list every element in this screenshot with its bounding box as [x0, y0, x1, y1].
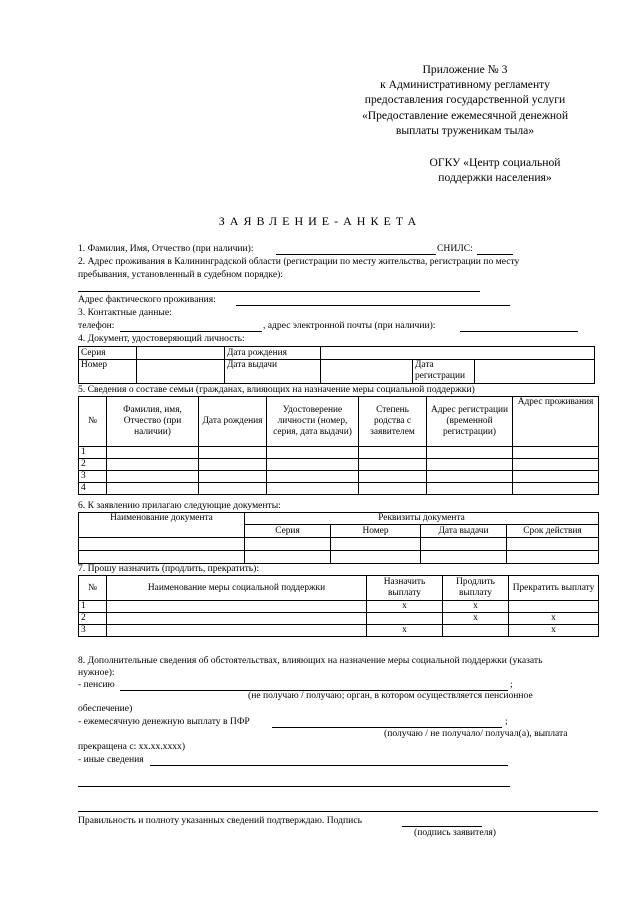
measure-name-cell[interactable]: [107, 625, 367, 637]
docs-cell[interactable]: [331, 538, 421, 551]
family-cell[interactable]: [359, 483, 427, 495]
family-cell[interactable]: [107, 447, 199, 459]
family-cell[interactable]: [427, 471, 513, 483]
measures-col-assign: Назначить выплату: [367, 576, 443, 601]
docs-cell[interactable]: [421, 551, 507, 564]
id-series-label: Серия: [79, 347, 137, 360]
docs-col-name: Наименование документа: [79, 513, 245, 538]
s1-fio-label: 1. Фамилия, Имя, Отчество (при наличии):: [78, 243, 254, 254]
docs-cell[interactable]: [79, 538, 245, 551]
registration-address-field[interactable]: [78, 291, 480, 292]
family-cell[interactable]: [107, 483, 199, 495]
table-row: 3: [79, 625, 107, 637]
id-number-cell[interactable]: [137, 360, 225, 384]
s8-line1: 8. Дополнительные сведения об обстоятельствах, влияющих на назначение меры социальной поддержки (указать: [78, 655, 543, 666]
s7-title: 7. Прошу назначить (продлить, прекратить):: [78, 563, 260, 574]
family-col-fio: Фамилия, имя, Отчество (при наличии): [107, 397, 199, 447]
family-cell[interactable]: [267, 447, 359, 459]
family-cell[interactable]: [107, 459, 199, 471]
measures-table: [78, 575, 599, 637]
identity-doc-table: [78, 346, 595, 384]
other-field-2[interactable]: [78, 786, 510, 787]
s2-line1: 2. Адрес проживания в Калининградской области (регистрации по месту жительства, регистрации по месту: [78, 256, 520, 267]
extend-mark[interactable]: x: [443, 601, 509, 613]
s5-title: 5. Сведения о составе семьи (гражданах, влияющих на назначение меры социальной поддержки): [78, 384, 475, 395]
id-regdate-label: Дата регистрации: [413, 360, 475, 384]
docs-cell[interactable]: [507, 551, 599, 564]
appendix-line: предоставления государственной услуги: [364, 93, 566, 107]
docs-col-issued: Дата выдачи: [421, 525, 507, 538]
other-field-1[interactable]: [150, 765, 508, 766]
family-cell[interactable]: [267, 483, 359, 495]
s8-edv-note: (получаю / не получало/ получал(а), выплата: [384, 728, 568, 739]
docs-cell[interactable]: [79, 551, 245, 564]
s3-phone-label: телефон:: [78, 320, 115, 331]
docs-col-number: Номер: [331, 525, 421, 538]
stop-mark[interactable]: x: [509, 625, 599, 637]
s3-email-label: , адрес электронной почты (при наличии):: [263, 320, 436, 331]
addressee-org: [400, 155, 590, 185]
docs-cell[interactable]: [421, 538, 507, 551]
footer-divider: [78, 811, 598, 812]
family-cell[interactable]: [513, 471, 599, 483]
table-row: 2: [79, 613, 107, 625]
s4-title: 4. Документ, удостоверяющий личность:: [78, 333, 245, 344]
appendix-header: [330, 62, 600, 138]
s8-pension-semicolon: ;: [510, 679, 513, 690]
s8-edv-semicolon: ;: [505, 716, 508, 727]
family-cell[interactable]: [359, 447, 427, 459]
org-line: поддержки населения»: [438, 171, 552, 184]
assign-mark[interactable]: x: [367, 625, 443, 637]
extend-mark[interactable]: [443, 625, 509, 637]
measures-col-num: №: [79, 576, 107, 601]
measure-name-cell[interactable]: [107, 613, 367, 625]
appendix-line: Приложение № 3: [422, 63, 508, 76]
s8-pension-note2: обеспечение): [78, 703, 133, 714]
family-table: [78, 396, 599, 495]
email-field[interactable]: [460, 331, 578, 332]
actual-address-field[interactable]: [236, 305, 510, 306]
id-birthdate-label: Дата рождения: [225, 347, 321, 360]
family-cell[interactable]: [513, 447, 599, 459]
assign-mark[interactable]: [367, 613, 443, 625]
family-cell[interactable]: [427, 483, 513, 495]
measures-col-name: Наименование меры социальной поддержки: [107, 576, 367, 601]
docs-cell[interactable]: [245, 538, 331, 551]
stop-mark[interactable]: [509, 601, 599, 613]
family-cell[interactable]: [199, 447, 267, 459]
id-number-label: Номер: [79, 360, 137, 384]
family-cell[interactable]: [359, 471, 427, 483]
s8-pension-note: (не получаю / получаю; орган, в котором осуществляется пенсионное: [248, 690, 533, 701]
docs-cell[interactable]: [331, 551, 421, 564]
table-row: 2: [79, 459, 107, 471]
family-cell[interactable]: [107, 471, 199, 483]
table-row: 3: [79, 471, 107, 483]
s8-line2: нужное):: [78, 667, 115, 678]
family-col-reg: Адрес регистрации (временной регистрации): [427, 397, 513, 447]
table-row: 1: [79, 447, 107, 459]
extend-mark[interactable]: x: [443, 613, 509, 625]
docs-col-validity: Срок действия: [507, 525, 599, 538]
family-cell[interactable]: [359, 459, 427, 471]
family-col-address: Адрес проживания: [513, 397, 599, 447]
family-col-birth: Дата рождения: [199, 397, 267, 447]
document-title: ЗАЯВЛЕНИЕ-АНКЕТА: [218, 214, 422, 228]
s2-actual-label: Адрес фактического проживания:: [78, 294, 216, 305]
id-birthdate-cell[interactable]: [321, 347, 595, 360]
family-cell[interactable]: [267, 459, 359, 471]
id-series-cell[interactable]: [137, 347, 225, 360]
docs-cell[interactable]: [245, 551, 331, 564]
assign-mark[interactable]: x: [367, 601, 443, 613]
id-issuedate-label: Дата выдачи: [225, 360, 321, 384]
id-issuedate-cell[interactable]: [321, 360, 413, 384]
stop-mark[interactable]: x: [509, 613, 599, 625]
appendix-line: к Административному регламенту: [380, 78, 550, 92]
family-cell[interactable]: [513, 483, 599, 495]
family-cell[interactable]: [199, 483, 267, 495]
table-row: 4: [79, 483, 107, 495]
org-line: ОГКУ «Центр социальной: [429, 156, 561, 169]
family-col-num: №: [79, 397, 107, 447]
s1-snils-label: СНИЛС:: [437, 243, 473, 254]
confirm-text: Правильность и полноту указанных сведений подтверждаю. Подпись: [78, 815, 362, 826]
s8-other-label: - иные сведения: [78, 754, 144, 765]
s6-title: 6. К заявлению прилагаю следующие документы:: [78, 500, 281, 511]
family-cell[interactable]: [199, 471, 267, 483]
fio-field[interactable]: [276, 254, 436, 255]
measures-col-extend: Продлить выплату: [443, 576, 509, 601]
table-row: 1: [79, 601, 107, 613]
s3-title: 3. Контактные данные:: [78, 307, 172, 318]
docs-col-requisites: Реквизиты документа: [245, 513, 599, 525]
s8-edv-note2: прекращена с: хх.хх.хххх): [78, 741, 186, 752]
docs-cell[interactable]: [507, 538, 599, 551]
family-cell[interactable]: [427, 459, 513, 471]
attached-docs-table: [78, 512, 599, 564]
measure-name-cell[interactable]: [107, 601, 367, 613]
id-regdate-cell[interactable]: [475, 360, 595, 384]
appendix-line: выплаты труженикам тыла»: [395, 123, 535, 137]
docs-col-series: Серия: [245, 525, 331, 538]
s8-pension-label: - пенсию: [78, 679, 115, 690]
measures-col-stop: Прекратить выплату: [509, 576, 599, 601]
family-cell[interactable]: [427, 447, 513, 459]
phone-field[interactable]: [120, 331, 262, 332]
s8-edv-label: - ежемесячную денежную выплату в ПФР: [78, 716, 250, 727]
family-cell[interactable]: [267, 471, 359, 483]
snils-field[interactable]: [477, 254, 513, 255]
family-col-id: Удостоверение личности (номер, серия, дата выдачи): [267, 397, 359, 447]
appendix-line: «Предоставление ежемесячной денежной: [361, 108, 569, 122]
signature-caption: (подпись заявителя): [414, 827, 497, 838]
s2-line2: пребывания, установленный в судебном порядке):: [78, 269, 283, 280]
family-cell[interactable]: [199, 459, 267, 471]
family-col-relation: Степень родства с заявителем: [359, 397, 427, 447]
family-cell[interactable]: [513, 459, 599, 471]
